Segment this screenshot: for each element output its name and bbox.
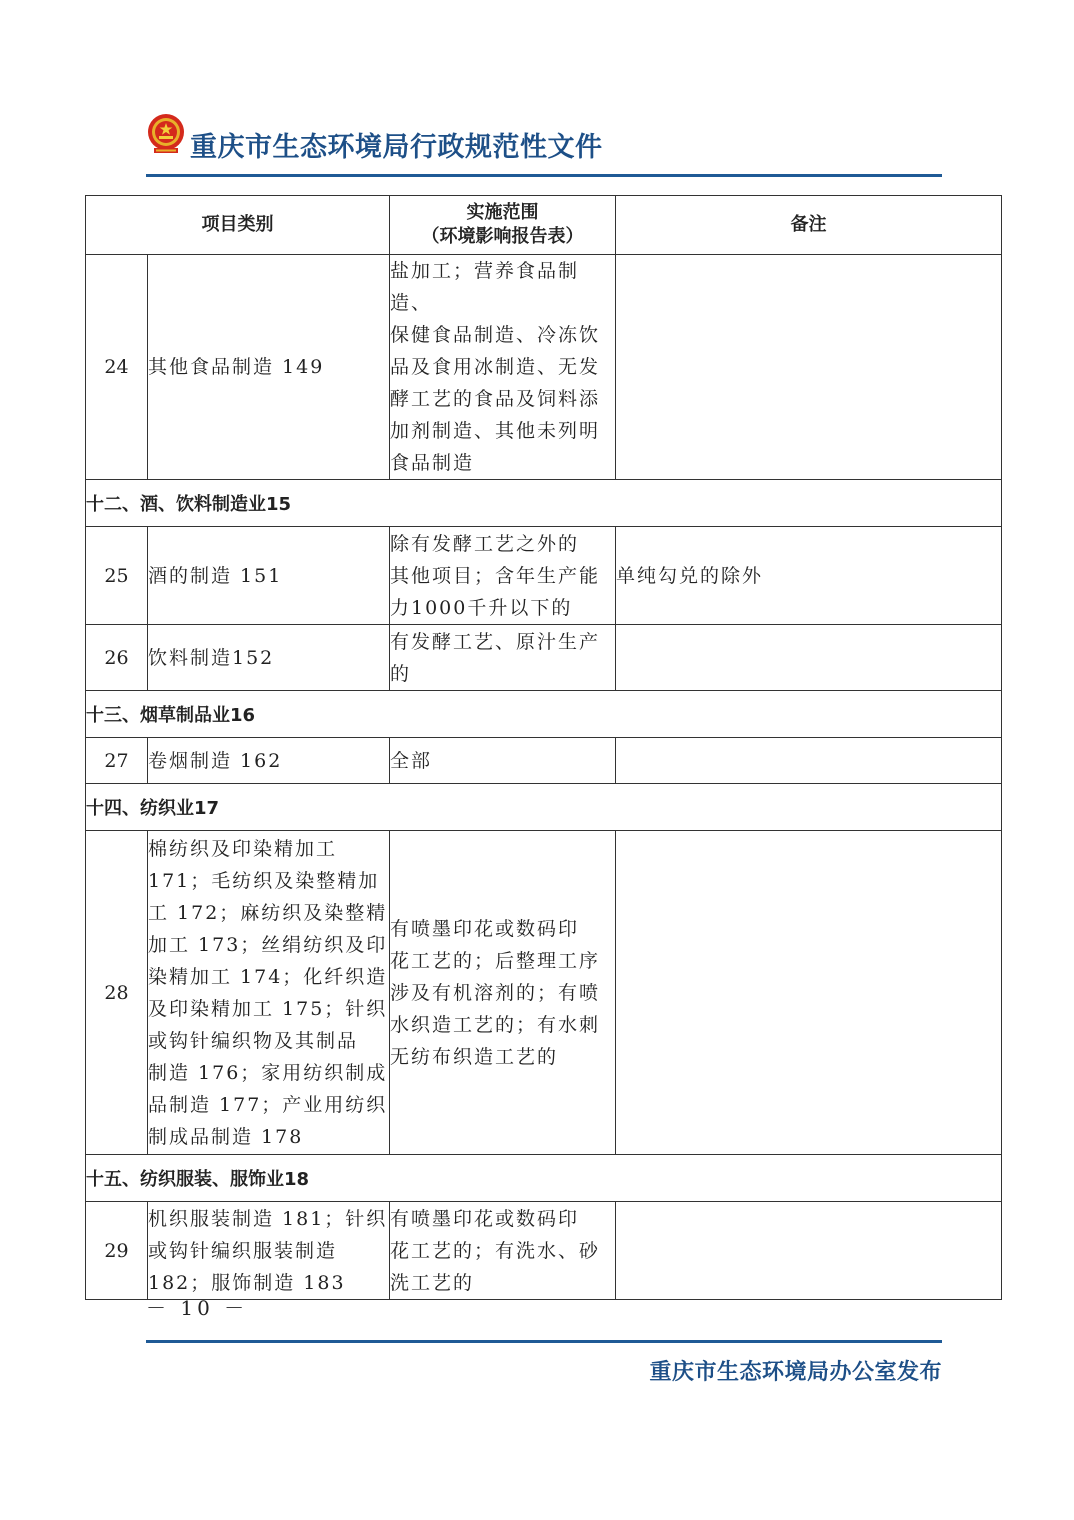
- header-remarks: 备注: [616, 196, 1002, 255]
- section-row: [86, 480, 1002, 527]
- category-line: 171；毛纺织及染整精加: [148, 869, 380, 892]
- category-line: 制造 176；家用纺织制成: [148, 1061, 388, 1084]
- table-row: [86, 1202, 1002, 1300]
- scope-line: 有发酵工艺、原汁生产: [390, 630, 601, 653]
- row-scope: [390, 255, 616, 480]
- category-line: 品制造 177；产业用纺织: [148, 1093, 388, 1116]
- table-row: [86, 527, 1002, 625]
- row-remark: [616, 625, 1002, 691]
- category-line: 或钩针编织物及其制品: [148, 1029, 359, 1052]
- row-category: 饮料制造152: [148, 625, 390, 691]
- table-header-row: [86, 196, 1002, 255]
- section-title: 十二、酒、饮料制造业15: [86, 480, 1002, 527]
- section-row: [86, 691, 1002, 738]
- table-row: [86, 625, 1002, 691]
- row-scope: [390, 527, 616, 625]
- table-row: [86, 738, 1002, 784]
- row-number: 25: [86, 527, 148, 625]
- project-category-table: [85, 195, 1002, 1300]
- scope-line: 盐加工；营养食品制造、: [390, 260, 580, 314]
- row-category: 卷烟制造 162: [148, 738, 390, 784]
- row-remark: [616, 255, 1002, 480]
- row-remark: [616, 1202, 1002, 1300]
- row-scope: [390, 1202, 616, 1300]
- scope-line: 洗工艺的: [390, 1271, 475, 1294]
- row-number: 26: [86, 625, 148, 691]
- header-scope: [390, 196, 616, 255]
- scope-line: 力1000千升以下的: [390, 596, 573, 619]
- scope-line: 水织造工艺的；有水刺: [390, 1013, 601, 1036]
- category-line: 棉纺织及印染精加工: [148, 837, 338, 860]
- row-number: 28: [86, 831, 148, 1155]
- section-title: 十五、纺织服装、服饰业18: [86, 1155, 1002, 1202]
- header-rule: [146, 174, 942, 177]
- category-line: 182；服饰制造 183: [148, 1271, 346, 1294]
- scope-line: 酵工艺的食品及饲料添: [390, 388, 601, 410]
- document-title: 重庆市生态环境局行政规范性文件: [190, 132, 603, 163]
- row-remark: [616, 831, 1002, 1155]
- table-row: [86, 831, 1002, 1155]
- row-scope: [390, 831, 616, 1155]
- category-line: 机织服装制造 181；针织: [148, 1207, 388, 1230]
- scope-line: 无纺布织造工艺的: [390, 1045, 559, 1068]
- scope-line: 涉及有机溶剂的；有喷: [390, 981, 601, 1004]
- row-remark: [616, 738, 1002, 784]
- header-scope-line2: （环境影响报告表）: [421, 226, 584, 247]
- section-title: 十四、纺织业17: [86, 784, 1002, 831]
- row-number: 29: [86, 1202, 148, 1300]
- header-scope-line1: 实施范围: [466, 202, 539, 223]
- scope-line: 的: [390, 662, 412, 685]
- row-category: [148, 831, 390, 1155]
- row-category: 其他食品制造 149: [148, 255, 390, 480]
- scope-line: 其他项目；含年生产能: [390, 564, 601, 587]
- row-number: 27: [86, 738, 148, 784]
- scope-line: 食品制造: [390, 452, 475, 474]
- row-scope: 全部: [390, 738, 616, 784]
- section-row: [86, 784, 1002, 831]
- row-scope: [390, 625, 616, 691]
- category-line: 或钩针编织服装制造: [148, 1239, 338, 1262]
- scope-line: 保健食品制造、冷冻饮: [390, 324, 601, 346]
- category-line: 加工 173；丝绢纺织及印: [148, 933, 388, 956]
- row-remark: 单纯勾兑的除外: [616, 527, 1002, 625]
- page-number: － 10 －: [146, 1296, 249, 1320]
- scope-line: 有喷墨印花或数码印: [390, 1207, 580, 1230]
- scope-line: 花工艺的；后整理工序: [390, 949, 601, 972]
- section-title: 十三、烟草制品业16: [86, 691, 1002, 738]
- category-line: 工 172；麻纺织及染整精: [148, 901, 388, 924]
- category-line: 制成品制造 178: [148, 1125, 304, 1148]
- footer-rule: [146, 1340, 942, 1343]
- table-row: [86, 255, 1002, 480]
- scope-line: 除有发酵工艺之外的: [390, 532, 580, 555]
- document-header: [146, 108, 942, 180]
- category-line: 染精加工 174；化纤织造: [148, 965, 388, 988]
- scope-line: 品及食用冰制造、无发: [390, 356, 601, 378]
- row-category: [148, 1202, 390, 1300]
- national-emblem-icon: [146, 112, 186, 156]
- row-category: 酒的制造 151: [148, 527, 390, 625]
- section-row: [86, 1155, 1002, 1202]
- footer-publisher: 重庆市生态环境局办公室发布: [649, 1360, 942, 1385]
- scope-line: 加剂制造、其他未列明: [390, 420, 601, 442]
- category-line: 及印染精加工 175；针织: [148, 997, 388, 1020]
- scope-line: 有喷墨印花或数码印: [390, 917, 580, 940]
- scope-line: 花工艺的；有洗水、砂: [390, 1239, 601, 1262]
- row-number: 24: [86, 255, 148, 480]
- header-category: 项目类别: [86, 196, 390, 255]
